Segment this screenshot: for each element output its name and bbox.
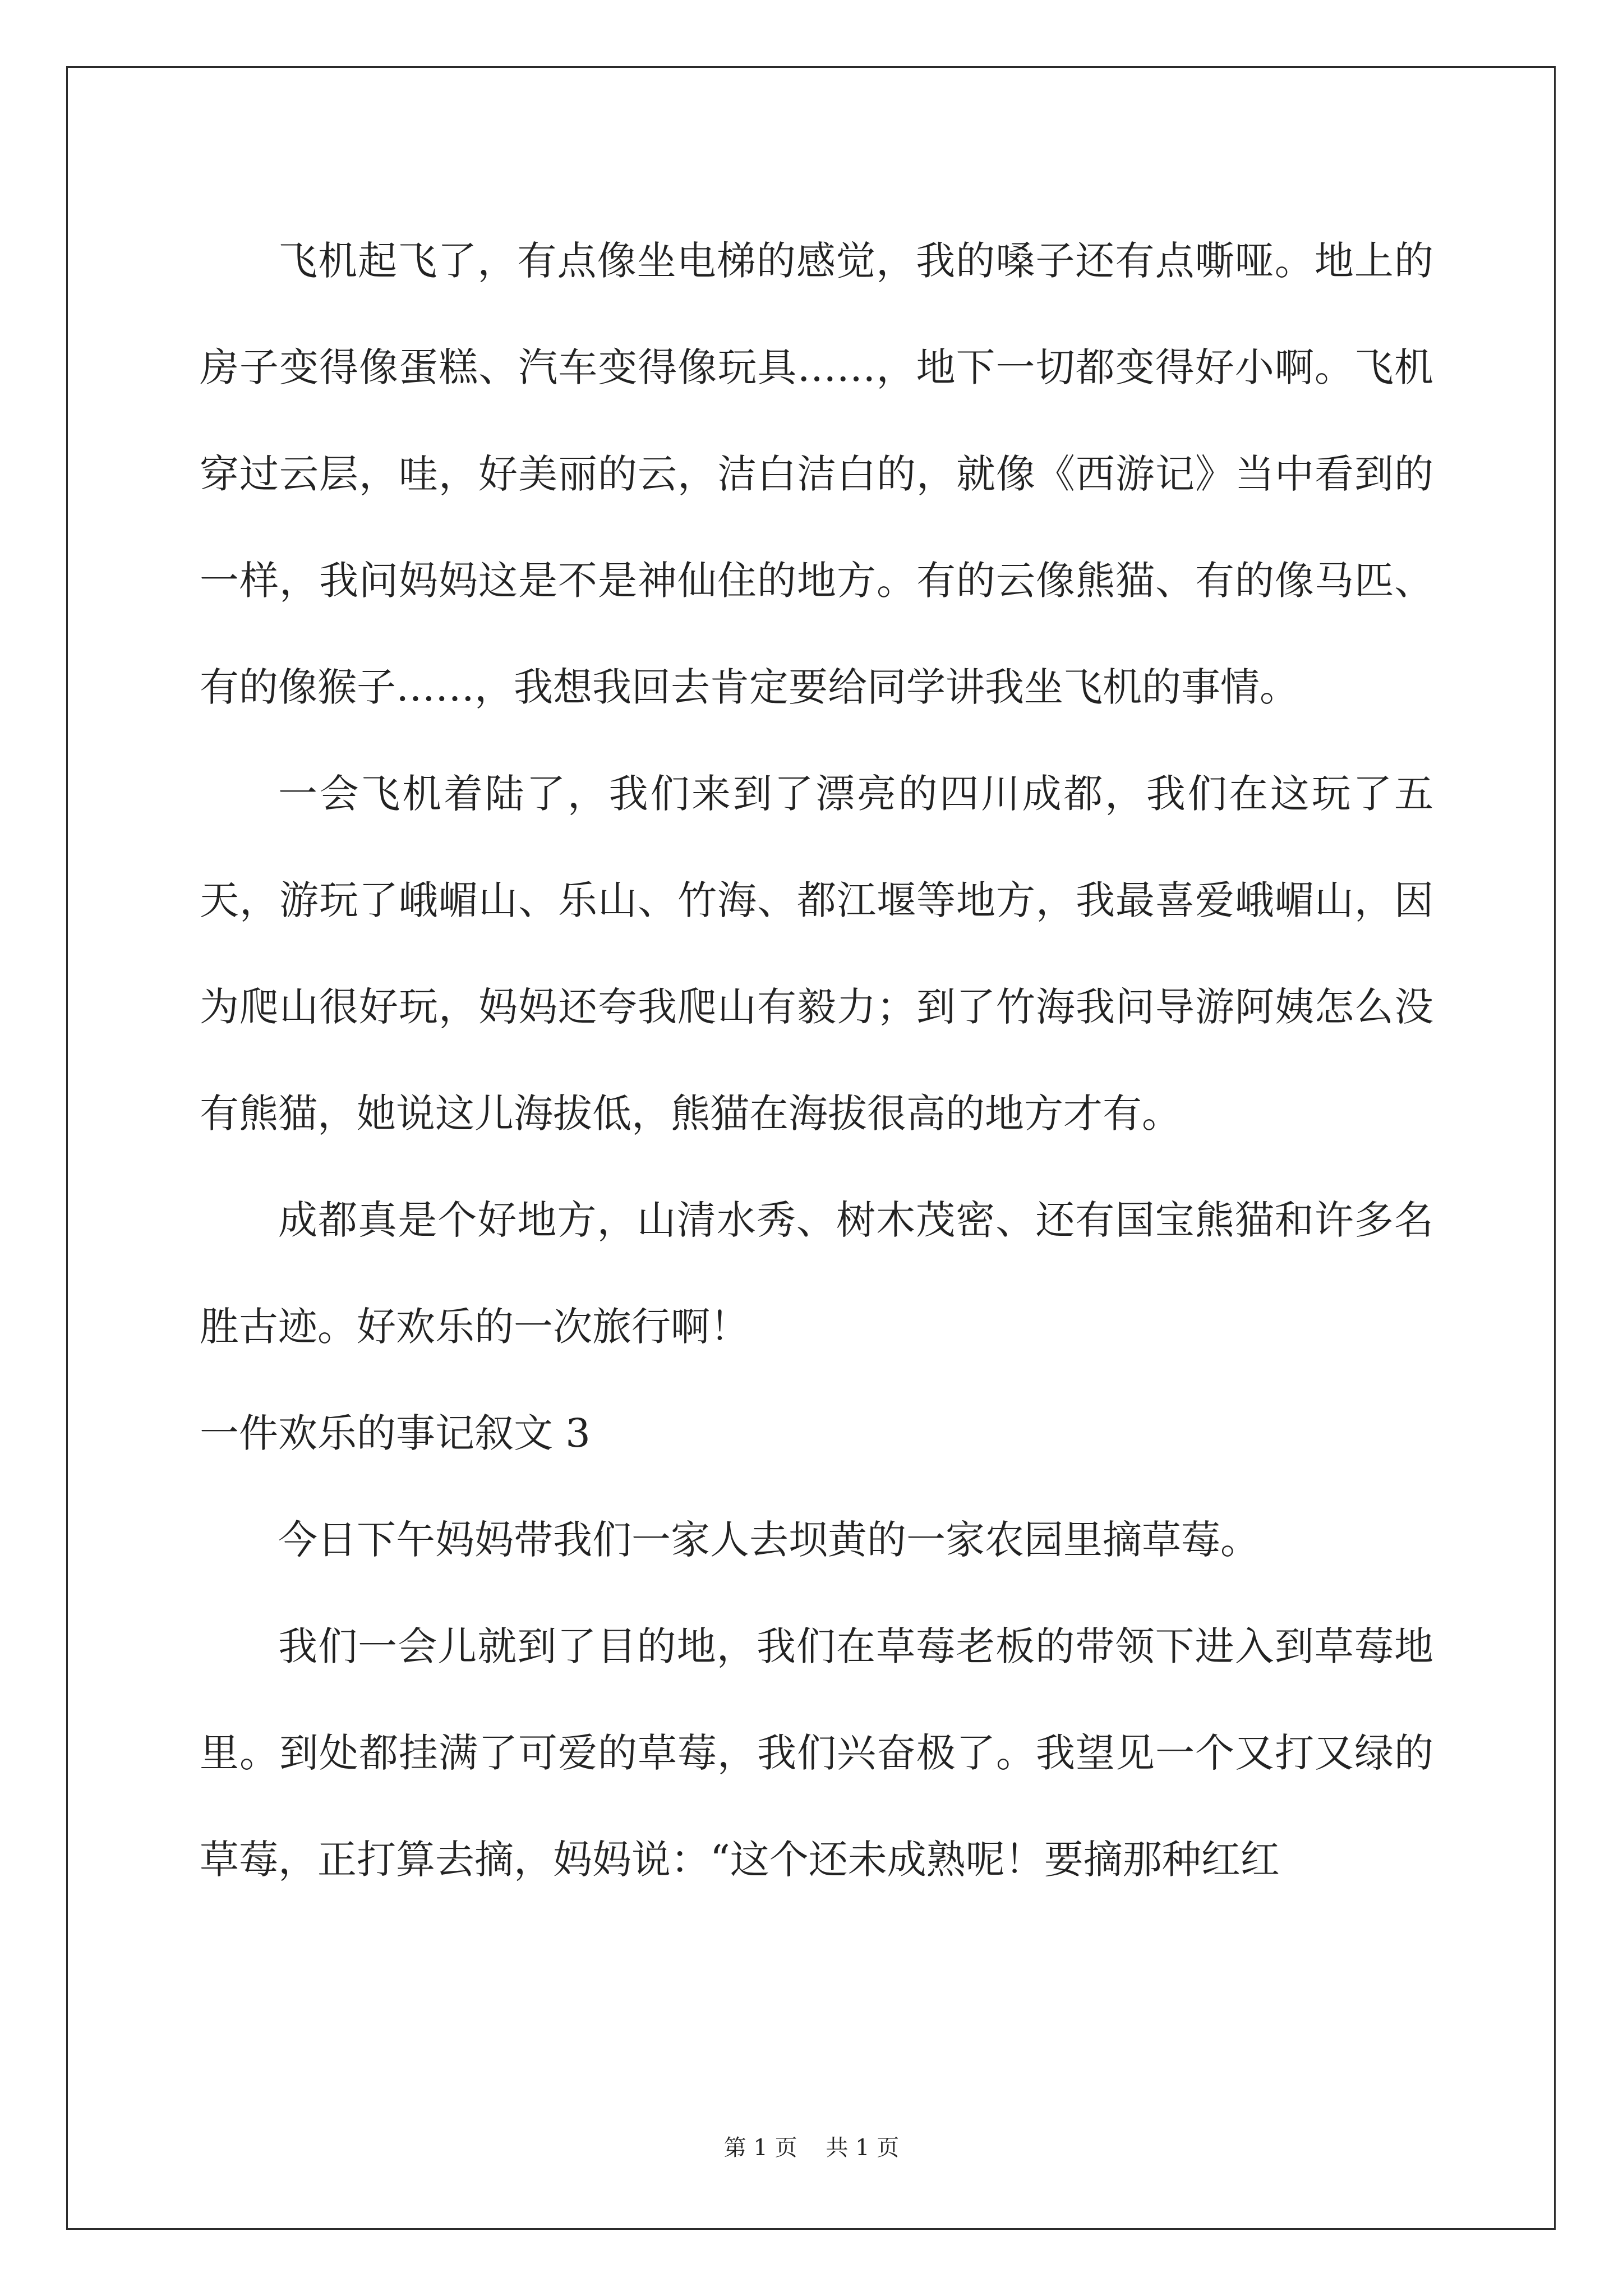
paragraph-conclusion: 成都真是个好地方，山清水秀、树木茂密、还有国宝熊猫和许多名胜古迹。好欢乐的一次旅行啊！ (200, 1197, 1433, 1350)
section-heading: 一件欢乐的事记叙文 3 (200, 1410, 591, 1456)
paragraph-strawberry-field: 我们一会儿就到了目的地，我们在草莓老板的带领下进入到草莓地里。到处都挂满了可爱的草莓，我们兴奋极了。我望见一个又打又绿的草莓，正打算去摘，妈妈说：“这个还未成熟呢！要摘那种红红 (200, 1623, 1433, 1883)
paragraph-flight: 飞机起飞了，有点像坐电梯的感觉，我的嗓子还有点嘶哑。地上的房子变得像蛋糕、汽车变得像玩具……，地下一切都变得好小啊。飞机穿过云层，哇，好美丽的云，洁白洁白的，就像《西游记》当中看到的一样，我问妈妈这是不是神仙住的地方。有的云像熊猫、有的像马匹、有的像猴子……，我想我回去肯定要给同学讲我坐飞机的事情。 (200, 238, 1433, 710)
page-footer: 第 1 页 共 1 页 (723, 2135, 900, 2161)
paragraph-strawberry-intro: 今日下午妈妈带我们一家人去坝黄的一家农园里摘草莓。 (278, 1517, 1260, 1563)
document-body (200, 208, 1433, 1913)
paragraph-chengdu-trip: 一会飞机着陆了，我们来到了漂亮的四川成都，我们在这玩了五天，游玩了峨嵋山、乐山、竹海、都江堰等地方，我最喜爱峨嵋山，因为爬山很好玩，妈妈还夸我爬山有毅力；到了竹海我问导游阿姨怎么没有熊猫，她说这儿海拔低，熊猫在海拔很高的地方才有。 (200, 771, 1433, 1137)
